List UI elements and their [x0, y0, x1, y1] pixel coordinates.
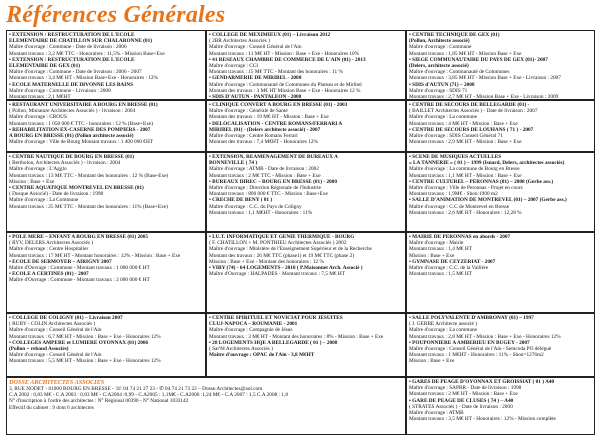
- project-heading: • 41 RESEAUX CHAMBRE DE COMMERCE DE L'AIN (01) - 2013: [209, 56, 366, 63]
- project-detail: Montant travaux : 3,85 M€ HT - Mission Base + Exe - Livraison : 2007: [409, 75, 561, 82]
- project-heading: (Pollon, Architecte associé): [409, 38, 470, 45]
- firm-name: DOSSE ARCHITECTES ASSOCIES: [9, 379, 105, 386]
- project-heading: • ECOLE A CERTINES (01) - 2007: [9, 271, 89, 278]
- project-heading: A BOURG EN BRESSE (01) (Pollon architecte associé): [9, 133, 134, 140]
- project-heading: • SALLE POLYVALENTE D'AMBRONAY (01) – 1997: [409, 315, 534, 321]
- project-detail: Maître d'ouvrage : Conseil Général de l'Ain: [9, 352, 102, 359]
- project-heading: • CENTRE AQUATIQUE MONTREVEL EN BRESSE (01): [9, 185, 144, 192]
- project-heading: • GARE DE PEAGE DE CLUSES ( 74 ) – A40: [409, 397, 514, 404]
- project-detail: Montant travaux : 3,5 M€ HT - Honoraires : 12% - Mission complète: [409, 416, 556, 423]
- project-detail: Montant travaux : 2,8 M€ HT - Mission : Base + Exe - Honoraires 12%: [409, 333, 561, 340]
- project-heading: • POUPONNIERE A AMBERIEU EN BUGEY - 2007: [409, 339, 530, 346]
- firm-info-line: 3, RUE NODET - 01000 BOURG EN BRESSE - ☏ 04 74 21 27 23 - ✆ 04 74 21 73 22 – Dosse.Architectes@aol.com: [9, 386, 263, 392]
- project-detail: Maître d'ouvrage : ATMB - Date de livraison : 2002: [209, 166, 319, 173]
- project-heading: • REHABILITATION EX-CASERNE DES POMPIERS - 2007: [9, 126, 151, 133]
- project-heading: • MAIRIE DE PERONNAS en abords - 2007: [409, 234, 511, 240]
- reference-cell: [206, 232, 406, 313]
- project-detail: Maître d'ouvrage : Mairie: [409, 240, 464, 247]
- project-detail: Montant travaux : 5,5 M€ HT - Mission : Base + Exe - Honoraires 12%: [9, 358, 161, 365]
- project-detail: Montant travaux : 800 000 € TTC - Mission : Base+Exe: [209, 191, 328, 198]
- project-detail: Montant travaux : 3 M€ HT - Montant des honoraires : 8% - Mission : Base + Exe: [209, 333, 384, 340]
- project-heading: • GYMNASE DE CEYZERIAT - 2007: [409, 258, 496, 265]
- reference-cell: [6, 100, 206, 152]
- project-heading: • CENTRE TECHNIQUE DE GEX (01): [409, 32, 500, 38]
- project-heading: ELEMENTAIRE DE CHATILLON SUR CHALARONNE (01): [9, 38, 152, 45]
- project-detail: Montant travaux : 6,7 M€ HT - Mission : Base + Exe - Honoraires 12%: [9, 333, 161, 340]
- project-detail: Montant travaux : 17 M€ HT - Montant honoraires : 12% - Mission : Base + Exe: [9, 252, 181, 259]
- project-heading: Maître d'ouvrage : OPAC de l'Ain - 3,8 M€HT: [209, 352, 315, 359]
- project-detail: Maître d'ouvrage : Communauté de Communes: [409, 69, 510, 76]
- project-detail: Maître d'ouvrage : SDIS Conseil Général 71: [409, 133, 503, 140]
- project-detail: Montant travaux : 3,2 M€ TTC - Honoraires : 11,5% - Mission Base+Exe: [9, 50, 165, 57]
- project-heading: • GENDARMERIE DE MIRIBEL - 2008: [209, 75, 302, 82]
- reference-cell: [406, 30, 595, 100]
- project-detail: Maître d'ouvrage : Ministère de l'Enseignement Supérieur et de la Recherche: [209, 246, 372, 253]
- reference-cell: [406, 152, 595, 232]
- project-heading: • CENTRE SPIRITUEL ET NOVICIAT POUR JESUITES: [209, 315, 343, 321]
- reference-row: [6, 100, 595, 152]
- firm-info-line: N° d'inscription à l'ordre des architectes : N° Régional 00396 - N° National 1033142: [9, 398, 189, 405]
- reference-cell: [406, 100, 595, 152]
- project-detail: ( Dosque Associé) - Date de livraison : 1998: [9, 191, 104, 198]
- reference-cell: [6, 232, 206, 313]
- project-detail: Maître d'ouvrage : La commune: [409, 114, 478, 121]
- project-heading: • 28 LOGEMENTS HQE A BELLEGARDE ( 01 ) – 2008: [209, 339, 338, 346]
- project-detail: Maître d'ouvrage : Commune: [409, 44, 472, 51]
- project-detail: Montant travaux : 2,6 M€ HT - Honoraires : 12,28 %: [409, 209, 522, 216]
- project-detail: ( Sar'M Architectes Associés ): [209, 346, 273, 353]
- footer-row: [6, 377, 595, 435]
- project-detail: Maître d'Ouvrage : HALPADES - Montant travaux : 7,5 M€ HT: [209, 271, 345, 278]
- project-heading: • SDIS d'AUTUN (71) – 2008: [409, 81, 475, 88]
- project-detail: Montant des travaux : 7,4 M€HT - Honoraires 12%: [209, 139, 318, 146]
- project-detail: Maître d'Ouvrage : Commune - Montant travaux : 2 000 000 € HT: [9, 277, 150, 284]
- reference-row: [6, 232, 595, 313]
- project-detail: ( Bertholon, Architectes Associés ) - livraison : 2004: [9, 160, 121, 167]
- project-detail: Montant travaux : 1,1 M€ HT - Mission : Base + Exe: [409, 172, 522, 179]
- project-detail: Montant travaux : 2,7 M€ HT - Mission Base + Exe - Livraison : 2009: [409, 94, 559, 100]
- project-detail: Maître d'ouvrage : C.C. du Pays de Coligny: [209, 203, 302, 210]
- project-heading: • CENTRE NAUTIQUE DE BOURG EN BRESSE (01): [9, 154, 135, 160]
- project-detail: Maître d'ouvrage : C.C de Montrevel en Bresse: [409, 203, 510, 210]
- project-detail: ( Pollon, Miniature Architectes Associés ) - livraison : 2004: [9, 108, 136, 115]
- project-detail: Montant travaux : 2,9 M€ HT - Mission : Base + Exe: [409, 139, 522, 146]
- project-detail: Maître d'ouvrage : Commune - Livraison : 2008: [9, 87, 111, 94]
- project-detail: Montant travaux : 1,9M€ - Shon:1900 m2: [409, 191, 498, 198]
- project-detail: Montant travaux : 11 M€ HT - Mission : Base + Exe - Honoraires 10%: [209, 50, 360, 57]
- project-detail: Montant travaux : 25 M€ TTC - Montant des honoraires : 11% (Base+Exe): [9, 203, 168, 210]
- project-heading: (Pollon + rebaud Associés): [9, 346, 69, 353]
- project-detail: Montant travaux : 2,1 M€HT: [9, 94, 71, 100]
- project-detail: Montant des travaux : 19 M€ HT - Mission : Base + Exe: [209, 114, 329, 121]
- project-detail: Mission : Base + Exe - Montant des honoraires : 12 %: [209, 258, 324, 265]
- reference-cell: [6, 30, 206, 100]
- project-heading: • RESTAURANT UNIVERSITAIRE A BOURG EN BRESSE (01): [9, 102, 158, 108]
- project-detail: Maître d'ouvrage : Ville de Peronnas - Projet en cours: [409, 185, 523, 192]
- project-detail: ( F. CHATILLON + M. PONTHIEU Architectes Associés ) 2002: [209, 240, 347, 247]
- project-detail: Maître d'ouvrage : C.C. de la Vallière: [409, 265, 489, 272]
- project-detail: Montant travaux : 1 050 000 € TTC - honoraires : 12 % (Base+Exe): [9, 120, 153, 127]
- project-detail: Maître d'ouvrage : CCI: [209, 63, 259, 70]
- project-heading: • CENTRE DE SECOURS DE BELLEGARDE (01) -: [409, 102, 530, 108]
- project-detail: Maître d'ouvrage : La Commune: [9, 197, 79, 204]
- project-heading: • CLINIQUE CONVERT A BOURG EN BRESSE (01) - 2003: [209, 102, 348, 108]
- project-detail: Maître d'ouvrage : Conseil Général de l'Ain: [9, 327, 102, 334]
- project-detail: Montant des travaux : 26 M€ TTC (phase1) et 19 M€ TTC (phase 2): [209, 252, 355, 259]
- project-detail: Mission : Base + Exe: [409, 252, 455, 259]
- project-detail: Maître d'ouvrage : Générale de Santé: [209, 108, 288, 115]
- project-detail: Maître d'ouvrage : La commune: [409, 327, 478, 334]
- project-detail: ( RYV, DELERS Architectes Associés ): [9, 240, 94, 247]
- project-detail: ( BAILLET Architectes Associés ) - Date de livraison : 2007: [409, 108, 538, 115]
- project-detail: Maître d'ouvrage : Compagnie de Jésus: [209, 327, 293, 334]
- project-detail: ( STRATES Associés ) - Date de livraison : 2000: [409, 403, 513, 410]
- project-detail: Montant travaux : 1,1 M€HT - Honoraires : 11%: [209, 209, 313, 216]
- reference-cell: [6, 313, 206, 377]
- project-detail: Montant travaux : 2 M€ TTC - Mission : Base + Exe: [209, 172, 321, 179]
- project-detail: Maître d'Ouvrage : Commune - Montant travaux : 1 000 000 € HT: [9, 265, 150, 272]
- project-detail: Montant travaux : 2 M€ HT - Mission : Base + Exe: [409, 391, 518, 398]
- project-heading: CLUJ-NAPOCA – ROUMANIE - 2001: [209, 321, 298, 328]
- project-detail: ( J. GERBE Architecte associé ): [409, 321, 477, 328]
- project-detail: Montant travaux : 15 M€ TTC - Montant des honoraires : 11 %: [209, 69, 343, 76]
- project-heading: • EXTENSION, REAMENAGEMENT DE BUREAUX A: [209, 154, 338, 160]
- project-detail: Montant travaux : 1,4 M€ HT: [409, 246, 472, 253]
- project-heading: • POLE MERE – ENFANT A BOURG EN BRESSE (01) 2005: [9, 234, 149, 240]
- project-detail: Maître d'ouvrage : ATMB: [409, 410, 464, 417]
- reference-row: [6, 313, 595, 377]
- project-heading: MIRIBEL (01) - (Delers architecte associé) - 2007: [209, 126, 321, 133]
- project-heading: • GARES DE PEAGE D'OYONNAX ET GROISSIAT ( 01 ) A40: [409, 379, 555, 385]
- project-detail: Maître d'ouvrage : Commune - Date de livraison : 2006: [9, 44, 127, 51]
- project-heading: • SCENE DE MUSIQUES ACTUELLES: [409, 154, 502, 160]
- reference-cell: [206, 313, 406, 377]
- reference-cell: [406, 232, 595, 313]
- project-detail: Montant travaux : 3,4 M€ HT - Mission Base+Exe - Honoraires : 12%: [9, 75, 158, 82]
- page-title: Références Générales: [6, 2, 226, 28]
- project-heading: • SALLE D'ANIMATION DE MONTREVEL (01) – 2007 (Gerbe ass.): [409, 197, 567, 204]
- project-detail: Maître d'ouvrage : La commune de Bourg en Bresse: [409, 166, 520, 173]
- project-detail: Mission : Base + Exe: [9, 178, 55, 185]
- reference-cell: [206, 152, 406, 232]
- project-detail: Montant travaux : 13 M€ TTC - Montant des honoraires : 12 % (Base-Exe): [9, 172, 169, 179]
- project-heading: BONNEVILLE ( 74 ): [209, 160, 258, 167]
- project-heading: • BUREAUX DIREC – BOURG EN BRESSE (01) - 2000: [209, 178, 337, 185]
- project-heading: ELEMENTAIRE DE GEX (01): [9, 63, 80, 70]
- project-heading: • CENTRE DE SECOURS DE LOUHANS ( 71 ) - 2007: [409, 126, 534, 133]
- project-detail: Maître d'ouvrage : Conseil Général de l'Ain - Semcoda PO délégué: [409, 346, 552, 353]
- project-detail: Maître d'ouvrage : CROUS: [9, 114, 67, 121]
- project-heading: • I.U.T. INFORMATIQUE ET GENIE THERMIQUE - BOURG: [209, 234, 355, 240]
- reference-cell: [206, 100, 406, 152]
- reference-cell: [6, 152, 206, 232]
- firm-info-line: C.A 2002 : 0,83 M€ - C.A 2003 : 0,83 M€ - C.A2004 :0,99 - C.A2005 : 1,1M€ - C.A2006 :1,24 M€ - C.A 2007 : 1,5 C.A 2008 : 1,8: [9, 392, 288, 399]
- project-detail: Montant travaux : 4 M€ HT - Mission : Base + Exe: [409, 120, 518, 127]
- project-heading: • SIEGE COMMUNAUTAIRE DU PAYS DE GEX (01)- 2007: [409, 56, 548, 63]
- firm-contact-block: [6, 377, 406, 435]
- project-heading: • CRECHE DE BENY ( 01 ): [209, 197, 273, 204]
- project-heading: • VIRY (74) - 64 LOGEMENTS - 2010 ( P.Maisonnet Arch. Associé ): [209, 265, 363, 272]
- reference-cell: [406, 313, 595, 377]
- project-detail: Montant travaux : 1,5 M€ HT: [409, 271, 472, 278]
- reference-row: [6, 30, 595, 100]
- project-heading: • DELOCALISATION - CENTRE ROMANS/FERRARI A: [209, 120, 343, 127]
- reference-cell: [206, 30, 406, 100]
- project-heading: • EXTENSION / RESTRUCTURATION DE L'ECOLE: [9, 32, 135, 38]
- reference-row: [6, 152, 595, 232]
- project-heading: • COLLEGE DE COLIGNY (01) – Livraison 2007: [9, 315, 123, 321]
- project-detail: Maître d'ouvrage : Centre Hospitalier: [9, 246, 89, 253]
- project-heading: (Delers, architecte associé): [409, 63, 469, 70]
- project-detail: Montant travaux : 1 M€HT - Honoraires : 11% - Shon=1276m2: [409, 352, 544, 359]
- project-heading: • COLLEGE DE MEXIMIEUX (01) – Livraison 2012: [209, 32, 331, 38]
- project-detail: Montant travaux : 1,85 M€ HT - Mission Base + Exe: [409, 50, 522, 57]
- project-heading: • CENTRE CULTUREL – PERONNAS (01) – 2008 (Gerbe ass.): [409, 178, 554, 185]
- project-detail: Maître d'ouvrage : L'Agglo: [9, 166, 67, 173]
- project-detail: Montant des travaux : 3 M€ HT Mission Base + Exe - Honoraires 12 %: [209, 87, 361, 94]
- project-detail: ( 2BR Architectes Associés ): [209, 38, 270, 45]
- project-heading: « LA TANNERIE » ( 01 ) – 1999 (Isnard, Delers, architectes associés): [409, 160, 565, 167]
- project-detail: Maître d'ouvrage : Direction Régionale de l'Industrie: [209, 185, 321, 192]
- firm-info-line: Effectif du cabinet : 9 dont 6 architectes: [9, 404, 94, 411]
- project-detail: Maître d'ouvrage : Commune - Date de livraison : 2006 - 2007: [9, 69, 142, 76]
- project-detail: Maître d'ouvrage : Conseil Général de l'Ain: [209, 44, 302, 51]
- project-heading: • COLLEGES AMPERE et LUMIERE OYONNAX (01) 2006: [9, 339, 149, 346]
- reference-cell: [406, 377, 595, 435]
- project-heading: • SDIS D'AUTUN - PANTALEON - 2008: [209, 94, 302, 100]
- project-detail: Maître d'ouvrage : Ville de Bourg Montant travaux : 1 400 000 €HT: [9, 139, 154, 146]
- project-heading: • ECOLE MATERNELLE DE DIVONNE LES BAINS: [9, 81, 134, 88]
- project-detail: Maître d'ouvrage : Communauté de Communes du Plateau et de Miribel: [209, 81, 362, 88]
- project-heading: • ECOLE DE SERMOYER – AIRIGNY 2007: [9, 258, 112, 265]
- project-detail: Mission : Base + Exe: [409, 358, 455, 365]
- project-heading: • EXTENSION / RESTRUCTURATION DE L'ECOLE: [9, 56, 135, 63]
- project-detail: Maître d'ouvrage : SDIS 71: [409, 87, 468, 94]
- project-detail: Maître d'ouvrage : Centre Romans Ferrari: [209, 133, 298, 140]
- project-detail: ( RUBY - COLIN Architectes Associés ): [9, 321, 96, 328]
- project-detail: Maître d'ouvrage : SAPRR - Date de livraison : 1998: [409, 385, 522, 392]
